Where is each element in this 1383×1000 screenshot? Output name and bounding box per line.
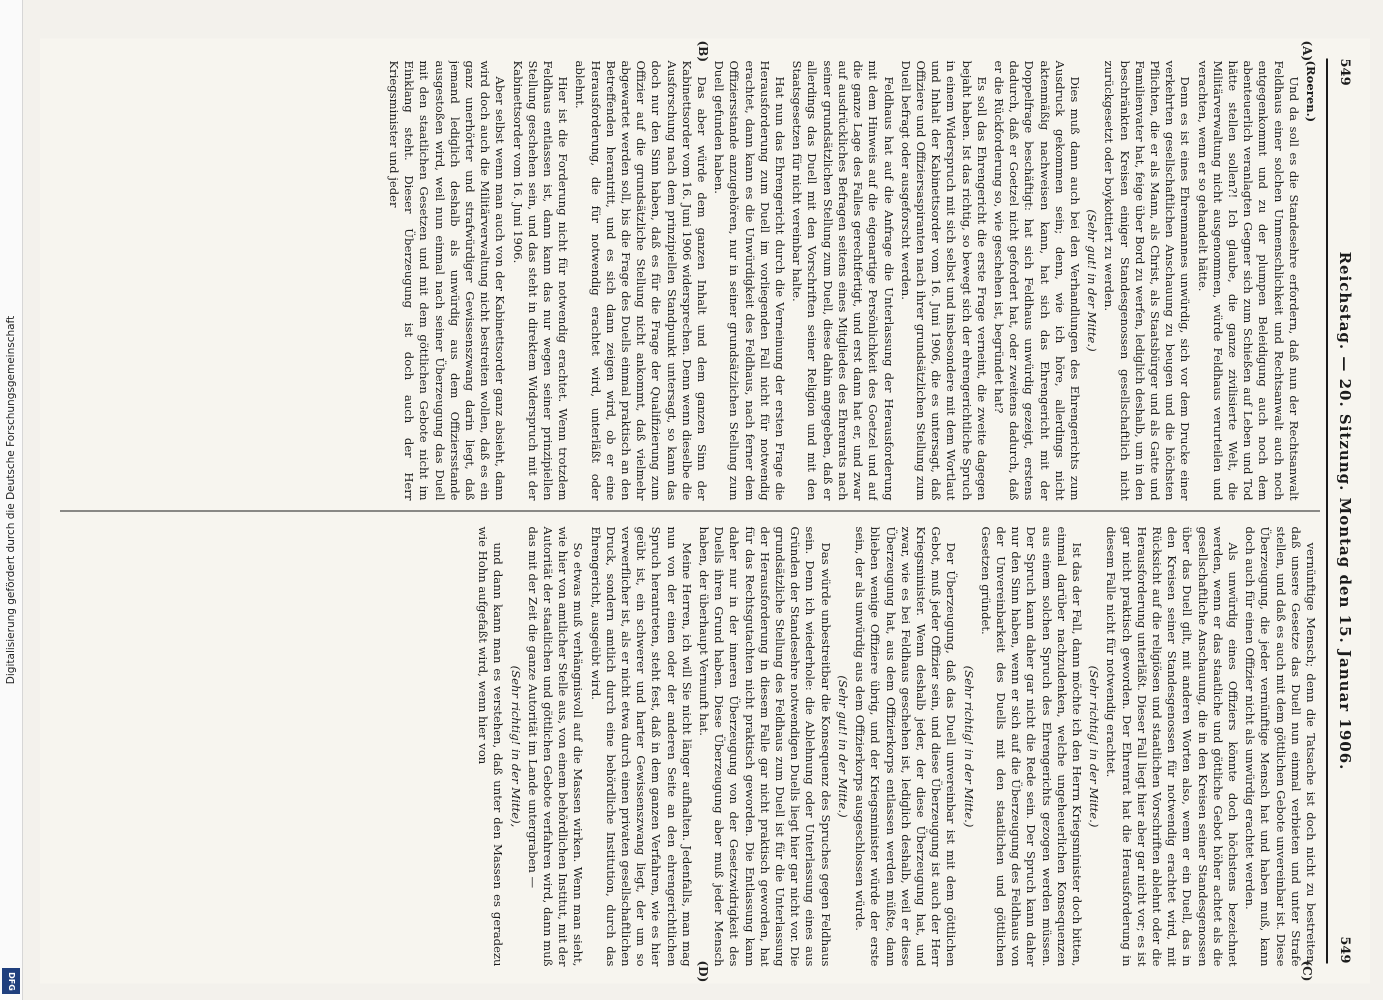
paragraph: So etwas muß verhängnisvoll auf die Massen wirken. Wenn man sieht, wie hier von amtlicher Stelle aus, von einem behördlichen Institut, mit der Autorität der staatlichen und göttlichen Gebote verfahren wird, dann muß das mit der Zeit die ganze Autorität im Lande untergraben — [525, 526, 586, 966]
paragraph: Es soll das Ehrengericht die erste Frage verneint, die zweite dagegen bejaht haben. Ist das richtig, so bewegt sich der ehrengerichtliche Spruch in einem Widerspruch mit sich selbst und insbesondere mit dem Wortlaut und Inhalt der Kabinettsorder vom 16. Juni 1906, die es untersagt, daß Offiziere und Offiziersaspiranten nach ihrer grundsätzlichen Stellung zum Duell befragt oder ausgeforscht werden. [898, 60, 989, 500]
dfg-logo-text: DFG [6, 971, 16, 991]
paragraph: Dies muß dann auch bei den Verhandlungen des Ehrengerichts zum Ausdruck gekommen sein; denn, wie ich höre, allerdings nicht aktenmäßig nachweisen kann, hat sich das Ehrengericht mit der Doppelfrage beschäftigt: hat sich Feldhaus unwürdig gezeigt, erstens dadurch, daß er Goetzel nicht gefordert hat, oder zweitens dadurch, daß er die Rückforderung so, wie geschehen ist, begründet hat? [991, 60, 1082, 500]
right-text-column [60, 526, 1318, 966]
digitization-credit: Digitalisierung gefördert durch die Deutsche Forschungsgemeinschaft [5, 315, 17, 685]
left-text-column [60, 60, 1318, 500]
paragraph: Der Überzeugung, daß das Duell unvereinbar ist mit dem göttlichen Gebot, muß jeder Offizier sein, und diese Überzeugung ist auch der Herr Kriegsminister. Wenn deshalb jeder, der diese Überzeugung hat, und zwar, wie es bei Feldhaus geschehen ist, lediglich deshalb, weil er diese Überzeugung hat, aus dem Offizierkorps entlassen werden müßte, dann blieben wenige Offiziere übrig, und der Kriegsminister würde der erste sein, der als unwürdig aus dem Offizierkorps ausgeschlossen würde. [853, 526, 959, 966]
interjection: (Sehr gut! in der Mitte.) [1085, 208, 1100, 352]
margin-marker-a: (A) [1300, 40, 1314, 61]
interjection: (Sehr richtig! in der Mitte.) [1087, 665, 1102, 827]
paragraph: und dann kann man es verstehen, daß unter den Massen es geradezu wie Hohn aufgefaßt wird, wenn hier von [476, 526, 506, 966]
paragraph: Als unwürdig eines Offiziers könnte doch höchstens bezeichnet werden, wenn er das staatliche und göttliche Gebot höher achtet als die gesellschaftliche Anschauung, die in den Kreisen seiner Standesgenossen über das Duell gilt, mit anderen Worten also, wenn er ein Duell, das in den Kreisen seiner Standesgenossen für notwendig erachtet wird, mit Rücksicht auf die religiösen und staatlichen Vorschriften ablehnt oder die Herausforderung unterläßt. Dieser Fall liegt hier aber gar nicht vor; es ist gar nicht praktisch geworden. Der Ehrenrat hat die Herausforderung in diesem Falle nicht für notwendig erachtet. [1104, 526, 1240, 966]
paragraph: Und da soll es die Standesehre erfordern, daß nun der Rechtsanwalt Feldhaus einer solchen Unmenschlichkeit und Rechtsanwalt auch noch entgegenkommt und zu der plumpen Beleidigung auch noch dem abenteuerlich veranlagten Gegner sich zum Schießen auf Leben und Tod hätte stellen sollen?! Ich glaube, die ganze zivilisierte Welt, die Militärverwaltung nicht ausgenommen, würde Feldhaus verurteilen und verachten, wenn er so gehandelt hätte. [1195, 60, 1301, 500]
margin-marker-b: (B) [696, 40, 710, 62]
paragraph: Denn es ist eines Ehrenmannes unwürdig, sich vor dem Drucke einer verkehrten gesellschaftlichen Anschauung zu beugen und die höchsten Pflichten, die er als Mann, als Christ, als Staatsbürger und als Gatte und Familienvater hat, feige über Bord zu werfen, lediglich deshalb, um in den beschränkten Kreisen einiger Standesgenossen gesellschaftlich nicht zurückgesetzt oder boykottiert zu werden. [1102, 60, 1193, 500]
paragraph: Feldhaus hat auf die Anfrage die Unterlassung der Herausforderung mit dem Hinweis auf die eigenartige Persönlichkeit des Goetzel und auf die ganze Lage des Falles gerechtfertigt, und erst dann hat er, und zwar auf ausdrückliches Befragen seitens eines Mitgliedes des Ehrenrats nach seiner grundsätzlichen Stellung zum Duell, diese dahin angegeben, daß er allerdings das Duell mit den Vorschriften seiner Religion und mit den Staatsgesetzen für nicht vereinbar halte. [790, 60, 896, 500]
header-title: Reichstag. — 20. Sitzung. Montag den 15. Januar 1906. [1336, 251, 1354, 770]
header-page-number-left: 549 [1337, 58, 1353, 86]
paragraph: Das würde unbestreitbar die Konsequenz des Spruches gegen Feldhaus sein. Denn ich wiederhole: die Ablehnung oder Unterlassung eines aus Gründen der Standesehre notwendigen Duells liegt hier gar nicht vor. Die grundsätzliche Stellung des Feldhaus zum Duell ist für die Unterlassung der Herausforderung in diesem Falle gar nicht praktisch geworden, hat für das Rechtsgutachten nicht praktisch geworden. Die Entlassung kann daher nur in der inneren Überzeugung von der Gesetzwidrigkeit des Duells ihren Grund haben. Diese Überzeugung aber muß jeder Mensch haben, der überhaupt Vernunft hat. [697, 526, 833, 966]
paragraph: Aber selbst wenn man auch von der Kabinettsorder ganz absieht, dann wird doch auch die Militärverwaltung nicht bestreiten wollen, daß es ein ganz unerhörter und strafwürdiger Gewissenszwang darin liegt, daß jemand lediglich deshalb als unwürdig aus dem Offiziersstande ausgestoßen wird, weil nun einmal nach seiner Überzeugung das Duell mit den staatlichen Gesetzen und mit dem göttlichen Gebote nicht im Einklang steht. Dieser Überzeugung ist doch auch der Herr Kriegsminister und jeder [387, 60, 508, 500]
paragraph: Hat nun das Ehrengericht durch die Verneinung der ersten Frage die Herausforderung zum Duell im vorliegenden Fall nicht für notwendig erachtet, dann kann es die Unwürdigkeit des Feldhaus, nach ferner dem Offiziersstande anzugehören, nur in seiner grundsätzlichen Stellung zum Duell gefunden haben. [712, 60, 788, 500]
interjection: (Sehr richtig! in der Mitte), [508, 665, 523, 827]
margin-marker-c: (C) [1300, 960, 1314, 981]
running-header [1326, 58, 1362, 963]
paragraph: Ist das der Fall, dann möchte ich den Herrn Kriegsminister doch bitten, einmal darüber nachzudenken, welche ungeheuerlichen Konsequenzen aus einem solchen Spruch des Ehrengerichts gezogen werden müssen. Der Spruch kann daher gar nicht die Rede sein. Der Spruch kann daher nur den Sinn haben, wenn er sich auf die Überzeugung des Feldhaus von der Unvereinbarkeit des Duells mit den staatlichen und göttlichen Gesetzen gründet. [978, 526, 1084, 966]
speaker-name: (Roeren.) [1304, 60, 1318, 122]
digitization-credit-strip [0, 0, 23, 1000]
interjection: (Sehr gut! in der Mitte.) [835, 674, 850, 818]
paragraph: vernünftige Mensch; denn die Tatsache ist doch nicht zu bestreiten, daß unsere Gesetze das Duell nun einmal verbieten und unter Strafe stellen, und daß es auch mit dem göttlichen Gebote unvereinbar ist. Diese Überzeugung, die jeder vernünftige Mensch hat und haben muß, kann doch auch für einen Offizier nicht als unwürdig erachtet werden. [1243, 526, 1318, 966]
header-page-number-right: 549 [1337, 935, 1353, 963]
interjection: (Sehr richtig! in der Mitte.) [961, 665, 976, 827]
paragraph: Hier ist die Forderung nicht für notwendig erachtet. Wenn trotzdem Feldhaus entlassen ist, dann kann das nur wegen seiner prinzipiellen Stellung geschehen sein, und das steht in direktem Widerspruch mit der Kabinettsorder vom 16. Juni 1906. [510, 60, 571, 500]
dfg-logo [2, 968, 20, 994]
rotated-page-content [40, 38, 1370, 983]
paragraph: Das aber würde dem ganzen Inhalt und dem ganzen Sinn der Kabinettsorder vom 16. Juni 1906 widersprechen. Denn wenn dieselbe die Ausforschung nach dem prinzipiellen Standpunkt untersagt, so kann das doch nur den Sinn haben, daß es für die Frage der Qualifizierung zum Offizier auf die grundsätzliche Stellung nicht ankommt, daß vielmehr abgewartet werden soll, bis die Frage des Duells einmal praktisch an den Betreffenden herantritt, und es sich dann zeigen wird, ob er eine Herausforderung, die für notwendig erachtet wird, unterläßt oder ablehnt. [573, 60, 710, 500]
margin-marker-d: (D) [696, 960, 710, 982]
column-divider [60, 510, 1320, 511]
scanned-page [40, 38, 1370, 983]
paragraph: Meine Herren, ich will Sie nicht länger aufhalten. Jedenfalls, man mag nun von der einen oder der anderen Seite an den ehrengerichtlichen Spruch herantreten, steht fest, daß in dem ganzen Verfahren, wie es hier geübt ist, ein schwerer und harter Gewissenszwang liegt, der um so verwerflicher ist, als er nicht etwa durch einen privaten gesellschaftlichen Druck, sondern amtlich durch eine behördliche Institution, durch das Ehrengericht, ausgeübt wird. [588, 526, 694, 966]
